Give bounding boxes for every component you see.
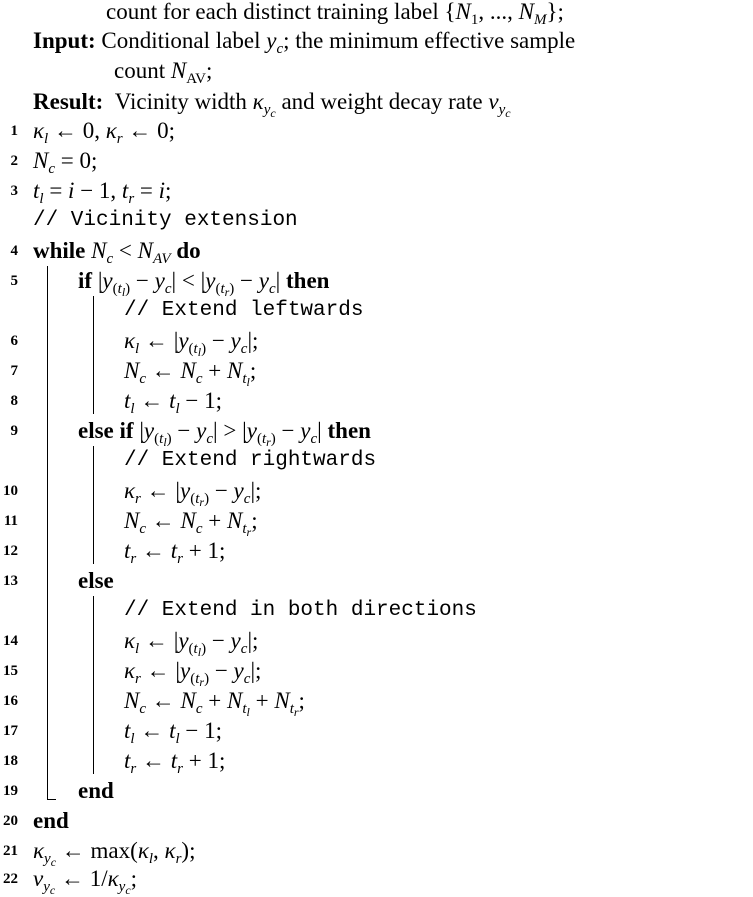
line-number: 7 <box>10 363 18 379</box>
line-number: 1 <box>10 123 18 139</box>
algorithm-line: 8 $t_l$ ← $t_l - 1$; <box>0 386 753 416</box>
algorithm-line: 1 $\kappa_l$ ← 0, $\kappa_r$ ← 0; <box>0 116 753 146</box>
algorithm-line <box>0 296 753 326</box>
algorithm-line: 17 $t_l$ ← $t_l - 1$; <box>0 716 753 746</box>
algorithm-line: 9 else if $|y_{(t_l)} - y_c| > |y_{(t_r)} - y_c|$ then <box>0 416 753 446</box>
line-number: 6 <box>10 333 18 349</box>
algorithm-line <box>0 776 753 806</box>
line-number: 14 <box>3 633 18 649</box>
while-block-end-tick <box>47 799 56 800</box>
algorithm-line <box>0 596 753 626</box>
input-keyword: Input: <box>33 28 96 53</box>
line-number: 12 <box>3 543 18 559</box>
else-if-keyword: else if <box>78 418 134 443</box>
algorithm-result-line: Result: Vicinity width $\kappa_{y_c}$ and weight decay rate $v_{y_c}$ <box>33 89 511 120</box>
line-number: 2 <box>10 153 18 169</box>
line-number: 4 <box>10 243 18 259</box>
algorithm-line <box>0 206 753 236</box>
end-keyword: end <box>33 808 69 833</box>
algorithm-line <box>0 0 753 27</box>
algorithm-line: 10 $\kappa_r$ ← $|y_{(t_r)} - y_c|$; <box>0 476 753 506</box>
algorithm-line: 5 if $|y_{(t_l)} - y_c| < |y_{(t_r)} - y_c|$ then <box>0 266 753 296</box>
if-keyword: if <box>78 268 93 293</box>
algorithm-line: 12 $t_r$ ← $t_r + 1$; <box>0 536 753 566</box>
algorithm-line: 14 $\kappa_l$ ← $|y_{(t_l)} - y_c|$; <box>0 626 753 656</box>
line-number: 11 <box>3 513 18 529</box>
algorithm-line: 4 while $N_c < N_{AV}$ do <box>0 236 753 266</box>
else-keyword: else <box>78 568 114 593</box>
line-number: 3 <box>10 183 18 199</box>
comment-text: // Extend in both directions <box>124 599 477 622</box>
if-block-line <box>93 296 94 414</box>
algorithm-line: 6 $\kappa_l$ ← $|y_{(t_l)} - y_c|$; <box>0 326 753 356</box>
algorithm-text: count for each distinct training label {$N_1$, ..., $N_M$}; <box>106 0 564 28</box>
line-number: 19 <box>3 783 18 799</box>
result-keyword: Result: <box>33 89 104 114</box>
then-keyword: then <box>327 418 371 443</box>
comment-text: // Extend leftwards <box>124 299 364 322</box>
algorithm-line: count $N_{AV}$; <box>114 58 213 87</box>
while-block-line <box>47 266 48 800</box>
end-keyword: end <box>78 778 114 803</box>
algorithm-line: 11 $N_c$ ← $N_c + N_{t_r}$; <box>0 506 753 536</box>
do-keyword: do <box>176 238 201 263</box>
line-number: 21 <box>3 843 18 859</box>
else-if-block-line <box>93 446 94 564</box>
line-number: 22 <box>3 871 18 887</box>
algorithm-line: 3 $t_l = i - 1$, $t_r = i$; <box>0 176 753 206</box>
algorithm-line: 15 $\kappa_r$ ← $|y_{(t_r)} - y_c|$; <box>0 656 753 686</box>
line-number: 15 <box>3 663 18 679</box>
algorithm-line: 18 $t_r$ ← $t_r + 1$; <box>0 746 753 776</box>
algorithm-line <box>0 566 753 596</box>
line-number: 20 <box>3 813 18 829</box>
then-keyword: then <box>286 268 330 293</box>
algorithm-line: 22 $\nu_{y_c}$ ← $1/\kappa_{y_c}$; <box>0 864 753 894</box>
comment-text: // Extend rightwards <box>124 449 377 472</box>
line-number: 5 <box>10 273 18 289</box>
algorithm-line <box>0 806 753 836</box>
algorithm-line <box>0 446 753 476</box>
line-number: 18 <box>3 753 18 769</box>
algorithm-input-line: Input: Conditional label $y_c$; the minimum effective sample <box>33 28 576 57</box>
algorithm-line: 2 $N_c = 0$; <box>0 146 753 176</box>
line-number: 9 <box>10 423 18 439</box>
while-keyword: while <box>33 238 86 263</box>
algorithm-line: 7 $N_c$ ← $N_c + N_{t_l}$; <box>0 356 753 386</box>
line-number: 16 <box>3 693 18 709</box>
line-number: 17 <box>3 723 18 739</box>
line-number: 8 <box>10 393 18 409</box>
line-number: 10 <box>3 483 18 499</box>
line-number: 13 <box>3 573 18 589</box>
algorithm-line: 16 $N_c$ ← $N_c + N_{t_l} + N_{t_r}$; <box>0 686 753 716</box>
algorithm-line: 21 $\kappa_{y_c}$ ← $\max(\kappa_l$, $\kappa_r$); <box>0 836 753 866</box>
else-block-line <box>93 596 94 774</box>
comment-text: // Vicinity extension <box>33 209 298 232</box>
